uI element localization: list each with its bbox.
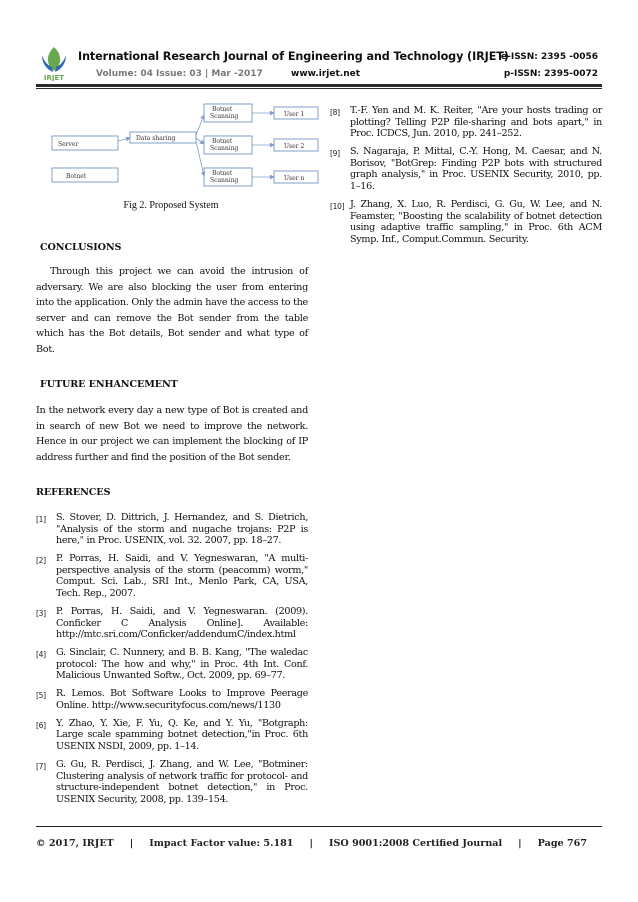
- reference-text: T.-F. Yen and M. K. Reiter, "Are your hosts trading or plotting? Telling P2P file-sharing and bots apart," in Proc. ICDCS, Jun. 2010, pp. 241–252.: [350, 105, 602, 140]
- reference-item: [36, 647, 308, 682]
- future-enhancement-text: In the network every day a new type of Bot is created and in search of new Bot we need to improve the network. Hence in our project we can implement the blocking of IP address further and find the position of the Bot sender.: [36, 405, 308, 463]
- arrow-datasharing-scan1: [196, 115, 204, 135]
- reference-text: G. Sinclair, C. Nunnery, and B. B. Kang, "The waledac protocol: The how and why," in Proc. 4th Int. Conf. Malicious Unwanted Softw., Oct. 2009, pp. 69–77.: [56, 647, 308, 682]
- scanning-2-line2: Scanning: [210, 145, 239, 152]
- user-n-label: User n: [284, 175, 305, 182]
- eissn: e-ISSN: 2395 -0056: [501, 52, 598, 62]
- reference-item: [36, 688, 308, 711]
- references-heading: REFERENCES: [36, 487, 111, 498]
- footer-rule: [36, 826, 602, 827]
- reference-number: [8]: [330, 108, 340, 117]
- footer-separator: |: [518, 838, 522, 849]
- reference-text: S. Nagaraja, P. Mittal, C.-Y. Hong, M. Caesar, and N. Borisov, "BotGrep: Finding P2P bots with structured graph analysis," in Proc. USENIX Security, 2010, pp. 1–16.: [350, 146, 602, 192]
- reference-number: [5]: [36, 691, 46, 701]
- reference-text: S. Stover, D. Dittrich, J. Hernandez, and S. Dietrich, "Analysis of the storm and nugache trojans: P2P is here," in Proc. USENIX, vol. 32. 2007, pp. 18–27.: [56, 512, 308, 547]
- reference-number: [6]: [36, 720, 46, 730]
- reference-item: [36, 759, 308, 805]
- logo-text: IRJET: [43, 74, 65, 81]
- botnet-label: Botnet: [66, 173, 87, 180]
- scanning-2-line1: Botnet: [212, 138, 233, 145]
- volume-issue: Volume: 04 Issue: 03 | Mar -2017: [96, 69, 263, 79]
- user-2-label: User 2: [284, 143, 305, 150]
- future-enhancement-heading: FUTURE ENHANCEMENT: [40, 379, 178, 390]
- journal-title: International Research Journal of Engineering and Technology (IRJET): [78, 50, 509, 63]
- footer-copyright: © 2017, IRJET: [36, 838, 114, 849]
- arrow-datasharing-scan2: [196, 138, 204, 144]
- scanning-3-line2: Scanning: [210, 177, 239, 184]
- reference-item: [36, 553, 308, 599]
- reference-item: [36, 606, 308, 641]
- footer-separator: |: [309, 838, 313, 849]
- reference-number: [1]: [36, 515, 46, 524]
- footer-iso: ISO 9001:2008 Certified Journal: [328, 838, 503, 849]
- arrow-datasharing-scan3: [196, 141, 204, 176]
- footer-impact-factor: Impact Factor value: 5.181: [149, 838, 294, 849]
- footer-page-number: Page 767: [537, 838, 588, 849]
- reference-item: [36, 512, 308, 547]
- scanning-1-line2: Scanning: [210, 113, 239, 120]
- page-footer: [36, 838, 602, 849]
- conclusions-heading: CONCLUSIONS: [40, 242, 122, 253]
- user-1-label: User 1: [284, 111, 305, 118]
- reference-number: [2]: [36, 556, 46, 566]
- reference-text: Y. Zhao, Y. Xie, F. Yu, Q. Ke, and Y. Yu, "Botgraph: Large scale spamming botnet detection,"in Proc. 6th USENIX NSDI, 2009, pp. 1–14.: [56, 717, 308, 753]
- reference-item: [36, 718, 308, 753]
- references-list-left: [36, 512, 308, 812]
- reference-number: [4]: [36, 650, 46, 660]
- reference-number: [7]: [36, 762, 46, 772]
- references-list-right: [330, 105, 602, 252]
- reference-number: [10]: [330, 201, 345, 211]
- journal-website[interactable]: www.irjet.net: [291, 69, 361, 79]
- header-rule: [36, 84, 602, 87]
- scanning-1-line1: Botnet: [212, 106, 233, 113]
- reference-text: J. Zhang, X. Luo, R. Perdisci, G. Gu, W. Lee, and N. Feamster, "Boosting the scalability of botnet detection using adaptive traffic sampling," in Proc. 6th ACM Symp. Inf., Comput.Commun. Security.: [350, 198, 602, 245]
- reference-item: [330, 199, 602, 245]
- proposed-system-diagram: [48, 98, 328, 188]
- reference-item: [330, 146, 602, 192]
- conclusions-text: Through this project we can avoid the intrusion of adversary. We are also blocking the user from entering into the application. Only the admin have the access to the server and can remove the Bot sender from the table which has the Bot details, Bot sender and what type of Bot.: [36, 266, 308, 355]
- footer-separator: |: [129, 838, 134, 849]
- reference-text: G. Gu, R. Perdisci, J. Zhang, and W. Lee, "Botminer: Clustering analysis of network traffic for protocol- and structure-independent botnet detection," in Proc. USENIX Security, 2008, pp. 139–154.: [56, 759, 308, 805]
- server-label: Server: [58, 141, 79, 148]
- reference-number: [9]: [330, 149, 340, 159]
- pissn: p-ISSN: 2395-0072: [503, 69, 598, 79]
- reference-number: [3]: [36, 608, 46, 618]
- header-rule-thin: [36, 88, 602, 89]
- reference-item: [330, 105, 602, 140]
- reference-text: P. Porras, H. Saidi, and V. Yegneswaran, "A multi-perspective analysis of the storm (peacomm) worm," Comput. Sci. Lab., SRI Int., Menlo Park, CA, USA, Tech. Rep., 2007.: [56, 553, 308, 599]
- page-header: [0, 0, 638, 92]
- arrow-server-datasharing: [118, 138, 130, 141]
- reference-text: P. Porras, H. Saidi, and V. Yegneswaran. (2009). Conficker C Analysis Online]. Available: http://mtc.sri.com/Conficker/addendumC/index.html: [56, 605, 308, 641]
- data-sharing-label: Data sharing: [136, 135, 176, 142]
- irjet-logo: [36, 45, 72, 81]
- reference-text: R. Lemos. Bot Software Looks to Improve Peerage Online. http://www.securityfocus.com/news/1130: [56, 688, 308, 711]
- scanning-3-line1: Botnet: [212, 170, 233, 177]
- figure-caption: Fig 2. Proposed System: [123, 200, 219, 211]
